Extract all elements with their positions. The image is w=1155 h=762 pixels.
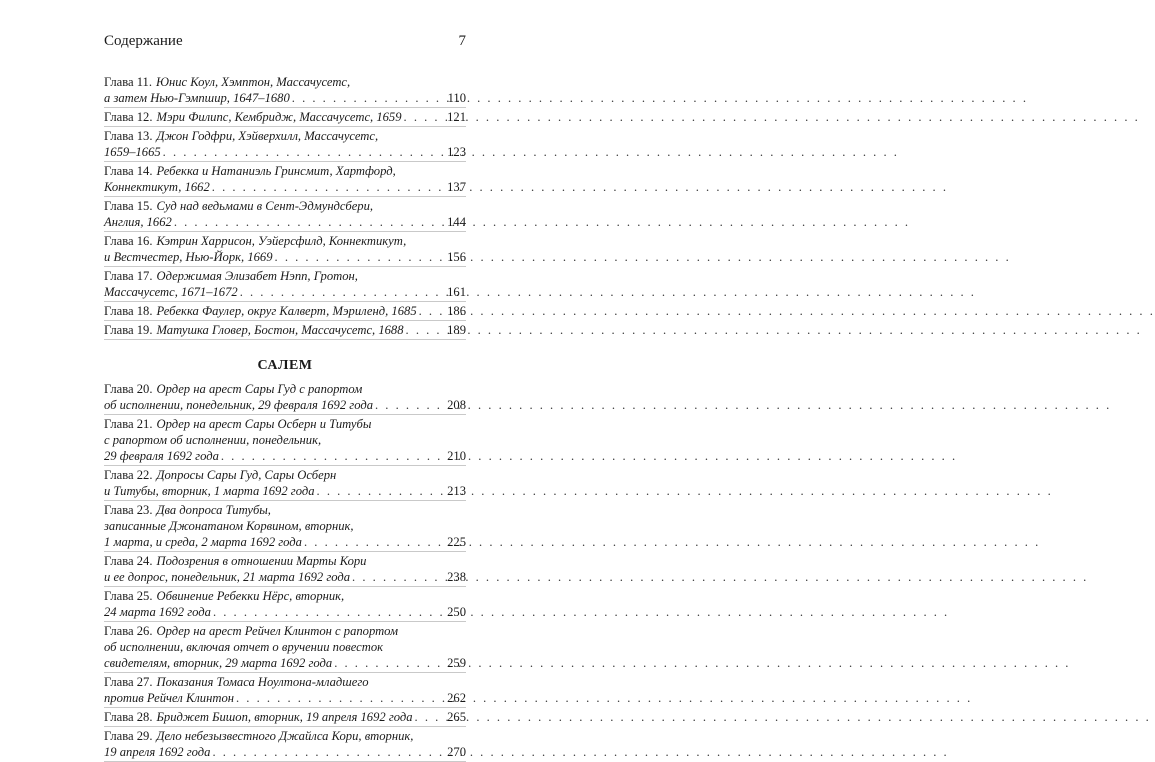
chapter-title: Дело небезызвестного Джайлса Кори, вторник, <box>156 729 414 743</box>
toc-entry <box>104 108 466 127</box>
toc-entry <box>104 415 466 466</box>
page-number: 156 <box>447 250 466 264</box>
toc-entry-line <box>104 381 466 397</box>
toc-entry-line <box>104 502 466 518</box>
chapter-title: Подозрения в отношении Марты Кори <box>156 554 367 568</box>
chapter-title: Ордер на арест Рейчел Клинтон с рапортом <box>156 624 399 638</box>
page-number: 225 <box>447 535 466 549</box>
chapter-title: Бриджет Бишоп, вторник, 19 апреля 1692 года <box>156 710 413 724</box>
chapter-title: Мэри Филипс, Кембридж, Массачусетс, 1659 <box>156 110 402 124</box>
chapter-title: об исполнении, включая отчет о вручении повесток <box>104 640 384 654</box>
chapter-title: Ребекка Фаулер, округ Калверт, Мэриленд, 1685 <box>156 304 417 318</box>
toc-entry-line <box>104 74 466 90</box>
chapter-title: Обвинение Ребекки Нёрс, вторник, <box>156 589 345 603</box>
toc-entry <box>104 162 466 197</box>
chapter-label: Глава 23. <box>104 503 153 517</box>
toc-entry <box>104 466 466 501</box>
toc-entry-line <box>104 128 466 144</box>
chapter-title: Коннектикут, 1662 <box>104 180 210 194</box>
toc-entry-line <box>104 467 466 483</box>
toc-entry-line <box>104 553 466 569</box>
page-number: 121 <box>447 110 466 124</box>
toc-entry-line <box>104 233 466 249</box>
toc-entry-line <box>104 709 466 725</box>
toc-entry-line <box>104 303 466 319</box>
header-title: Содержание <box>104 33 183 49</box>
chapter-title: об исполнении, понедельник, 29 февраля 1692 года <box>104 398 373 412</box>
chapter-title: Джон Годфри, Хэйверхилл, Массачусетс, <box>156 129 379 143</box>
toc-entry <box>104 232 466 267</box>
chapter-label: Глава 29. <box>104 729 153 743</box>
toc-entry-line <box>104 109 466 125</box>
dot-leader <box>375 397 442 413</box>
chapter-title: и Вестчестер, Нью-Йорк, 1669 <box>104 250 273 264</box>
toc-entry <box>104 501 466 552</box>
dot-leader <box>275 249 442 265</box>
chapter-title: а затем Нью-Гэмпшир, 1647–1680 <box>104 91 290 105</box>
page-number: 238 <box>447 570 466 584</box>
chapter-label: Глава 24. <box>104 554 153 568</box>
dot-leader <box>334 655 442 671</box>
dot-leader <box>419 303 442 319</box>
page-number: 123 <box>447 145 466 159</box>
toc-entry-line <box>104 416 466 432</box>
dot-leader <box>174 214 442 230</box>
page-number: 270 <box>447 745 466 759</box>
dot-leader <box>292 90 442 106</box>
toc-entry-line <box>104 623 466 639</box>
page-number: 210 <box>447 449 466 463</box>
chapter-label: Глава 21. <box>104 417 153 431</box>
chapter-title: Массачусетс, 1671–1672 <box>104 285 238 299</box>
chapter-title: 19 апреля 1692 года <box>104 745 211 759</box>
chapter-label: Глава 20. <box>104 382 153 396</box>
toc-entry-line <box>104 518 466 534</box>
chapter-title: 1659–1665 <box>104 145 161 159</box>
table-of-contents <box>104 73 466 762</box>
chapter-label: Глава 22. <box>104 468 153 482</box>
chapter-title: Кэтрин Харрисон, Уэйерсфилд, Коннектикут, <box>156 234 407 248</box>
chapter-title: Допросы Сары Гуд, Сары Осберн <box>156 468 337 482</box>
toc-entry-line <box>104 268 466 284</box>
toc-entry <box>104 267 466 302</box>
page-number: 110 <box>447 91 466 105</box>
toc-entry <box>104 552 466 587</box>
chapter-label: Глава 15. <box>104 199 153 213</box>
toc-entry-line <box>104 569 466 585</box>
toc-entry-line <box>104 322 466 338</box>
header-page-number: 7 <box>458 33 466 49</box>
toc-entry <box>104 673 466 708</box>
toc-entry <box>104 622 466 673</box>
chapter-label: Глава 13. <box>104 129 153 143</box>
dot-leader <box>221 448 442 464</box>
chapter-title: Ребекка и Натаниэль Гринсмит, Хартфорд, <box>156 164 396 178</box>
running-header <box>104 33 466 50</box>
toc-entry <box>104 708 466 727</box>
toc-entry <box>104 302 466 321</box>
chapter-label: Глава 17. <box>104 269 153 283</box>
chapter-label: Глава 28. <box>104 710 153 724</box>
chapter-title: и Титубы, вторник, 1 марта 1692 года <box>104 484 315 498</box>
page-number: 262 <box>447 691 466 705</box>
toc-entry-line <box>104 483 466 499</box>
toc-entry-line <box>104 90 466 106</box>
chapter-title: 24 марта 1692 года <box>104 605 211 619</box>
toc-entry-line <box>104 639 466 655</box>
chapter-title: 1 марта, и среда, 2 марта 1692 года <box>104 535 302 549</box>
dot-leader <box>406 322 442 338</box>
dot-leader <box>304 534 442 550</box>
toc-entry-line <box>104 284 466 300</box>
toc-entry-line <box>104 397 466 413</box>
chapter-label: Глава 18. <box>104 304 153 318</box>
chapter-title: Показания Томаса Ноултона-младшего <box>156 675 369 689</box>
dot-leader <box>404 109 442 125</box>
toc-entry-line <box>104 655 466 671</box>
toc-entry <box>104 127 466 162</box>
chapter-label: Глава 25. <box>104 589 153 603</box>
dot-leader <box>213 604 442 620</box>
page-number: 186 <box>447 304 466 318</box>
page-number: 265 <box>447 710 466 724</box>
toc-group-pre-salem <box>104 73 466 340</box>
toc-entry-line <box>104 214 466 230</box>
toc-entry-line <box>104 588 466 604</box>
toc-entry-line <box>104 163 466 179</box>
toc-group-salem <box>104 380 466 762</box>
page-number: 259 <box>447 656 466 670</box>
toc-entry <box>104 321 466 340</box>
chapter-label: Глава 16. <box>104 234 153 248</box>
toc-entry-line <box>104 144 466 160</box>
toc-entry-line <box>104 690 466 706</box>
chapter-title: Ордер на арест Сары Осберн и Титубы <box>156 417 372 431</box>
dot-leader <box>352 569 442 585</box>
chapter-label: Глава 27. <box>104 675 153 689</box>
chapter-title: Одержимая Элизабет Нэпп, Гротон, <box>156 269 358 283</box>
chapter-title: Англия, 1662 <box>104 215 172 229</box>
toc-entry <box>104 587 466 622</box>
chapter-label: Глава 19. <box>104 323 153 337</box>
toc-entry-line <box>104 604 466 620</box>
page-number: 189 <box>447 323 466 337</box>
dot-leader <box>240 284 442 300</box>
chapter-label: Глава 12. <box>104 110 153 124</box>
toc-entry-line <box>104 674 466 690</box>
chapter-title: против Рейчел Клинтон <box>104 691 234 705</box>
toc-entry-line <box>104 448 466 464</box>
toc-entry-line <box>104 179 466 195</box>
toc-entry-line <box>104 198 466 214</box>
chapter-title: Два допроса Титубы, <box>156 503 271 517</box>
chapter-label: Глава 14. <box>104 164 153 178</box>
dot-leader <box>317 483 442 499</box>
page-number: 144 <box>447 215 466 229</box>
page-number: 250 <box>447 605 466 619</box>
chapter-title: Ордер на арест Сары Гуд с рапортом <box>156 382 363 396</box>
dot-leader <box>236 690 442 706</box>
page-number: 137 <box>447 180 466 194</box>
page-number: 161 <box>447 285 466 299</box>
dot-leader <box>415 709 442 725</box>
chapter-title: и ее допрос, понедельник, 21 марта 1692 года <box>104 570 351 584</box>
chapter-label: Глава 11. <box>104 75 153 89</box>
toc-entry <box>104 73 466 108</box>
chapter-title: свидетелям, вторник, 29 марта 1692 года <box>104 656 333 670</box>
chapter-title: Суд над ведьмами в Сент-Эдмундсбери, <box>156 199 374 213</box>
chapter-label: Глава 26. <box>104 624 153 638</box>
chapter-title: записанные Джонатаном Корвином, вторник, <box>104 519 354 533</box>
toc-entry <box>104 727 466 762</box>
toc-entry-line <box>104 728 466 744</box>
chapter-title: с рапортом об исполнении, понедельник, <box>104 433 322 447</box>
page-number: 208 <box>447 398 466 412</box>
dot-leader <box>163 144 442 160</box>
dot-leader <box>212 179 442 195</box>
page-number: 213 <box>447 484 466 498</box>
dot-leader <box>212 744 442 760</box>
toc-entry-line <box>104 432 466 448</box>
toc-entry <box>104 380 466 415</box>
toc-entry-line <box>104 744 466 760</box>
chapter-title: Матушка Гловер, Бостон, Массачусетс, 1688 <box>156 323 404 337</box>
toc-entry-line <box>104 249 466 265</box>
chapter-title: Юнис Коул, Хэмптон, Массачусетс, <box>156 75 351 89</box>
toc-entry-line <box>104 534 466 550</box>
section-title-salem: САЛЕМ <box>257 358 313 373</box>
toc-entry <box>104 197 466 232</box>
chapter-title: 29 февраля 1692 года <box>104 449 219 463</box>
